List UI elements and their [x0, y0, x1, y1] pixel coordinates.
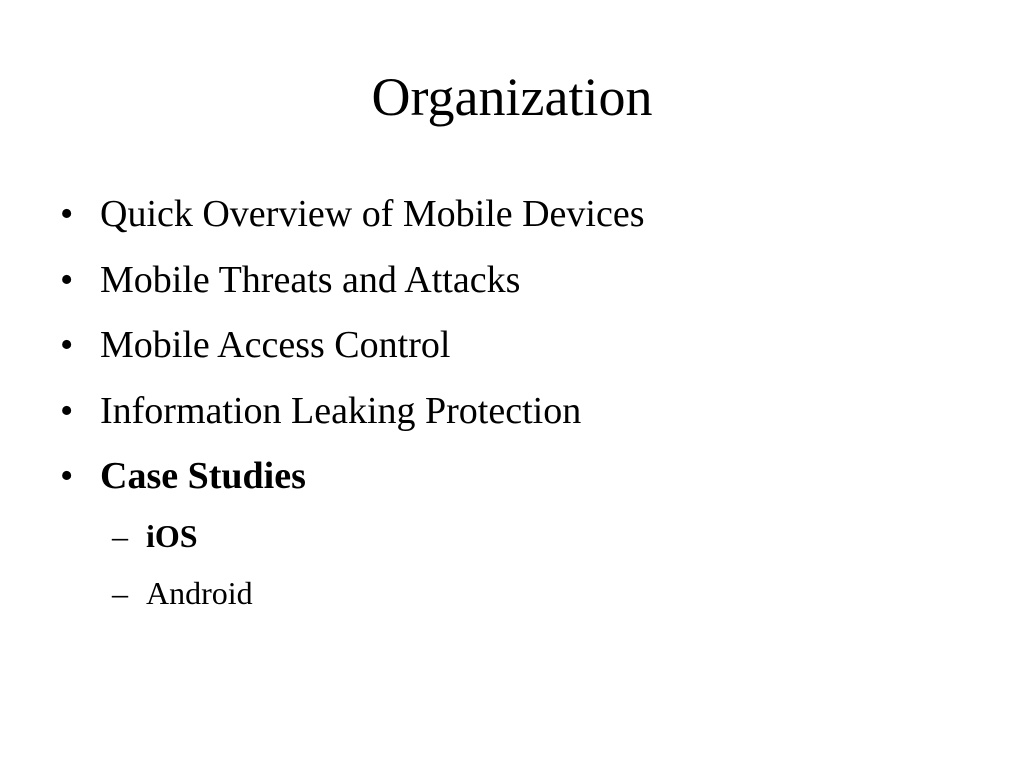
slide-title: Organization [371, 67, 653, 127]
bullet-icon: • [60, 389, 74, 432]
sub-bullet-label: Android [146, 575, 253, 611]
sub-bullet-label: iOS [146, 518, 198, 554]
bullet-label: Quick Overview of Mobile Devices [100, 193, 645, 235]
dash-icon: – [112, 518, 128, 554]
bullet-label: Information Leaking Protection [100, 389, 582, 432]
bullet-icon: • [60, 324, 74, 366]
bullet-label: Mobile Access Control [100, 324, 451, 366]
bullet-icon: • [60, 455, 74, 497]
bullet-label: Mobile Threats and Attacks [100, 258, 521, 301]
dash-icon: – [112, 575, 128, 611]
bullet-icon: • [60, 193, 74, 235]
bullet-icon: • [60, 258, 74, 301]
bullet-label: Case Studies [100, 455, 306, 497]
